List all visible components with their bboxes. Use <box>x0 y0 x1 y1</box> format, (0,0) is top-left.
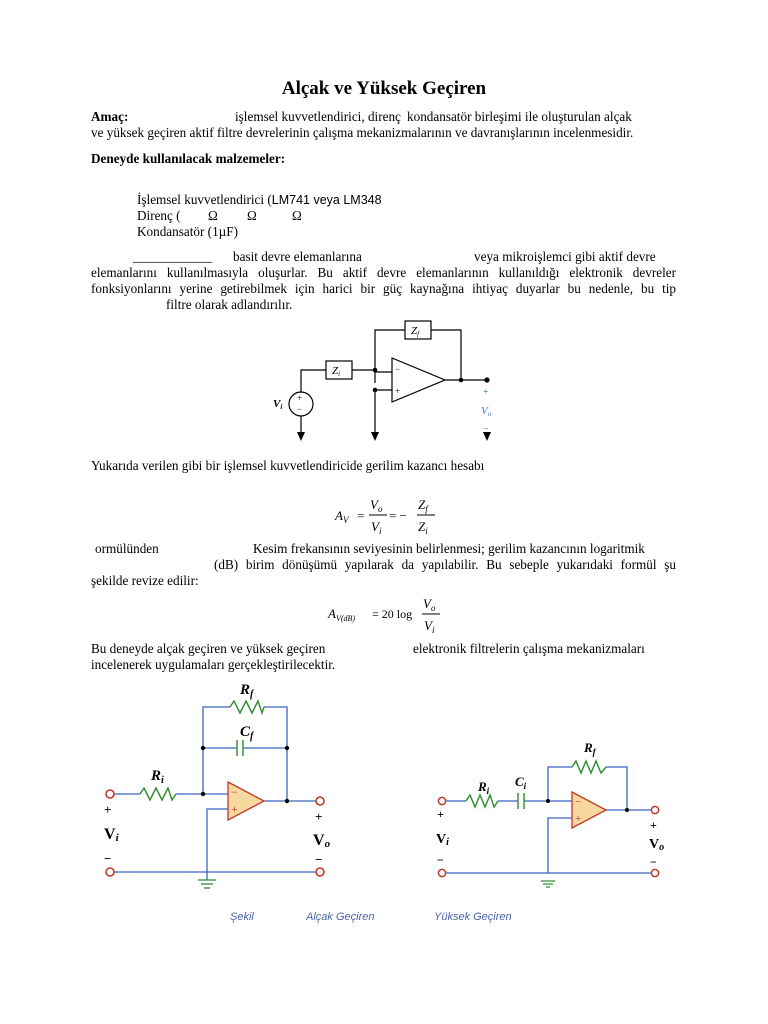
materials-heading: Deneyde kullanılacak malzemeler: <box>91 151 286 166</box>
highpass-output-ground-terminal <box>651 869 658 876</box>
aim-text-b: kondansatör birleşimi ile oluşturulan alçak <box>407 109 632 124</box>
zi-label: Zi <box>332 365 341 378</box>
lowpass-opamp-plus: + <box>231 802 238 816</box>
materials-item-opamp: İşlemsel kuvvetlendirici (LM741 veya LM348 <box>137 192 382 207</box>
lowpass-output-ground-terminal <box>316 868 324 876</box>
aim-paragraph <box>91 109 676 141</box>
svg-text:AV: $A_V$ <box>335 508 349 525</box>
svg-text:+: + <box>104 802 112 817</box>
intro-blank: ____________ <box>133 249 213 264</box>
svg-text:+: + <box>650 818 657 832</box>
formula-db <box>322 594 452 636</box>
intro-line4: filtre olarak adlandırılır. <box>166 297 293 312</box>
lowpass-filter-diagram <box>95 676 345 894</box>
gain-text: Yukarıda verilen gibi bir işlemsel kuvvetlendiricide gerilim kazancı hesabı <box>91 458 485 473</box>
highpass-input-terminal <box>438 797 445 804</box>
formula-text-line3: şekilde revize edilir: <box>91 573 199 588</box>
highpass-rf-label: $R_f$ <box>584 740 596 757</box>
hp-ri-resistor <box>466 795 498 807</box>
svg-text:Zf: $Z_f$ <box>418 497 428 514</box>
source-minus: − <box>297 404 303 414</box>
intro-line2: elemanlarını kullanılmasıyla oluşurlar. Bu aktif devre elemanlarının kullanıldığı elektronik devreler <box>91 265 676 280</box>
caption-highpass: Yüksek Geçiren <box>434 911 512 923</box>
highpass-output-terminal <box>651 806 658 813</box>
svg-text:Vi: $V_i$ <box>424 618 435 635</box>
lowpass-cf-label: $C_f$ <box>240 724 254 742</box>
svg-text:= 20 log: = 20 log <box>372 607 413 621</box>
lowpass-input-ground-terminal <box>106 868 114 876</box>
highpass-filter-diagram <box>432 734 672 894</box>
caption-sekil: Şekil <box>230 911 254 923</box>
svg-text:−: − <box>437 853 444 867</box>
lowpass-ri-label: $R_i$ <box>151 768 164 786</box>
highpass-vi-label: Vi <box>436 832 449 848</box>
conclusion-text-b: elektronik filtrelerin çalışma mekanizmaları <box>413 641 645 656</box>
svg-text:Vo: $V_o$ <box>423 596 436 613</box>
page-title: Alçak ve Yüksek Geçiren <box>281 78 487 99</box>
intro-paragraph <box>91 249 676 313</box>
vo-label: Vo <box>481 405 492 418</box>
lowpass-opamp-minus: − <box>231 785 238 799</box>
inverting-amplifier-diagram <box>262 316 502 446</box>
svg-text:Zi: $Z_i$ <box>418 519 428 536</box>
lowpass-rf-label: $R_f$ <box>240 682 254 700</box>
svg-text:+: + <box>315 809 323 824</box>
ri-resistor <box>140 788 176 800</box>
formula-text-line2: (dB) birim dönüşümü yapılarak da yapılabilir. Bu sebeple yukarıdaki formül şu <box>214 557 676 572</box>
vo-plus: + <box>483 387 489 398</box>
materials-item-capacitor: Kondansatör (1µF) <box>137 224 238 239</box>
svg-text:= −: = − <box>389 508 407 523</box>
svg-text:AV(dB): $A_{V(dB)}$ <box>328 606 356 623</box>
formula-text-b: Kesim frekansının seviyesinin belirlenmesi; gerilim kazancının logaritmik <box>253 541 645 556</box>
intro-line3: fonksiyonlarını yerine getirebilmek için harici bir güç kaynağına ihtiyaç duyarlar bu nedenle, bu tip <box>91 281 676 296</box>
source-plus: + <box>297 393 303 403</box>
opamp-plus: + <box>395 386 401 396</box>
highpass-opamp-plus: + <box>575 813 582 825</box>
materials-item-resistor: Direnç ( Ω Ω Ω <box>137 208 302 223</box>
highpass-vo-label: Vo <box>649 837 665 853</box>
rf-resistor <box>230 701 264 713</box>
svg-text:−: − <box>315 852 323 867</box>
aim-text-line2: ve yüksek geçiren aktif filtre devrelerinin çalışma mekanizmalarının ve davranışlarının incelenmesidir. <box>91 125 634 140</box>
lowpass-vi-label: Vi <box>104 826 119 844</box>
svg-text:Vo: $V_o$ <box>370 497 383 514</box>
conclusion-text-a: Bu deneyde alçak geçiren ve yüksek geçiren <box>91 641 326 656</box>
svg-text:−: − <box>104 851 112 866</box>
conclusion-line2: incelenerek uygulamaları gerçekleştirilecektir. <box>91 657 336 672</box>
svg-text:−: − <box>650 855 657 869</box>
lowpass-vo-label: Vo <box>313 832 331 850</box>
vi-label: Vi <box>273 398 283 411</box>
formula-paragraph <box>91 541 676 589</box>
materials-list <box>137 192 557 240</box>
highpass-ci-label: $C_i$ <box>515 774 527 791</box>
caption-lowpass: Alçak Geçiren <box>306 911 375 923</box>
lowpass-ground-icon <box>198 880 216 888</box>
zf-label: Zf <box>411 325 420 338</box>
svg-text:+: + <box>437 807 444 821</box>
vo-minus: − <box>483 424 489 435</box>
lowpass-output-terminal <box>316 797 324 805</box>
highpass-opamp-minus: − <box>575 796 582 808</box>
formula-text-a: ormülünden <box>95 541 159 556</box>
hp-rf-resistor <box>572 761 606 773</box>
highpass-ri-label: $R_i$ <box>478 779 490 796</box>
svg-text:=: = <box>357 508 365 523</box>
opamp-minus: − <box>395 364 401 374</box>
conclusion-paragraph <box>91 641 676 673</box>
lowpass-input-terminal <box>106 790 114 798</box>
highpass-input-ground-terminal <box>438 869 445 876</box>
formula-gain <box>325 492 445 536</box>
intro-text-b: veya mikroişlemci gibi aktif devre <box>474 249 656 264</box>
intro-text-a: basit devre elemanlarına <box>233 249 362 264</box>
highpass-ground-icon <box>541 881 555 887</box>
aim-label: Amaç: <box>91 109 129 124</box>
svg-text:Vi: $V_i$ <box>371 519 382 536</box>
aim-text-a: işlemsel kuvvetlendirici, direnç <box>235 109 401 124</box>
